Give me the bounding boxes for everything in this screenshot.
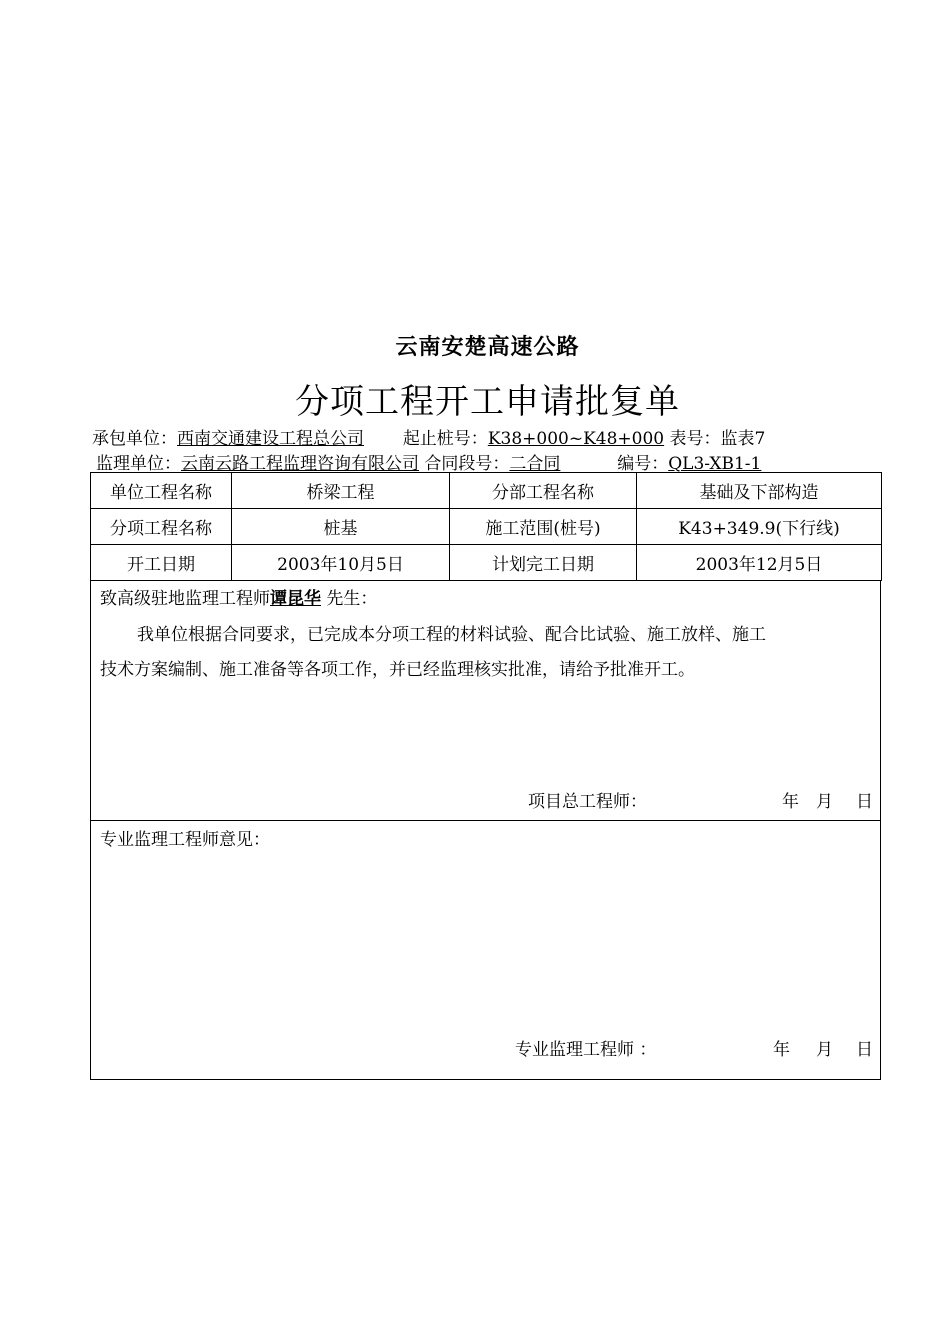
opinion-date-day: 日 <box>856 1040 873 1060</box>
table-cell: 单位工程名称 <box>91 473 232 509</box>
contractor-value: 西南交通建设工程总公司 <box>177 429 364 449</box>
opinion-date-month: 月 <box>816 1040 833 1060</box>
info-table <box>90 472 882 581</box>
opinion-date-year: 年 <box>773 1040 790 1060</box>
table-cell: 计划完工日期 <box>450 545 637 581</box>
salutation <box>100 584 377 609</box>
application-date-day: 日 <box>856 792 873 812</box>
code-label: 编号： <box>617 454 669 474</box>
table-cell: K43+349.9(下行线) <box>637 509 882 545</box>
section-label: 合同段号： <box>424 454 510 474</box>
salutation-suffix: 先生： <box>326 589 378 609</box>
form-title: 分项工程开工申请批复单 <box>295 382 680 422</box>
application-section <box>90 580 881 821</box>
contractor-label: 承包单位： <box>92 429 177 449</box>
salutation-prefix: 致高级驻地监理工程师 <box>100 589 270 609</box>
chief-engineer-label: 项目总工程师： <box>528 792 647 812</box>
application-body-line-2: 技术方案编制、施工准备等各项工作，并已经监理核实批准，请给予批准开工。 <box>100 660 695 680</box>
application-date-month: 月 <box>816 792 833 812</box>
opinion-section <box>90 821 881 1080</box>
table-row <box>91 509 882 545</box>
station-value: K38+000~K48+000 <box>487 429 665 449</box>
application-body-line-1: 我单位根据合同要求，已完成本分项工程的材料试验、配合比试验、施工放样、施工 <box>137 625 766 645</box>
table-cell: 分项工程名称 <box>91 509 232 545</box>
meta-line-1 <box>92 424 765 449</box>
table-cell: 桩基 <box>232 509 450 545</box>
supervising-engineer-label: 专业监理工程师 ： <box>515 1040 657 1060</box>
form-no-label: 表号： <box>669 429 721 449</box>
table-row <box>91 473 882 509</box>
table-cell: 桥梁工程 <box>232 473 450 509</box>
code-value: QL3-XB1-1 <box>668 454 762 474</box>
table-cell: 基础及下部构造 <box>637 473 882 509</box>
table-cell: 2003年12月5日 <box>637 545 882 581</box>
table-cell: 开工日期 <box>91 545 232 581</box>
meta-line-2 <box>96 449 761 474</box>
form-subtitle: 云南安楚高速公路 <box>395 335 580 360</box>
engineer-name: 谭昆华 <box>270 589 321 609</box>
table-row <box>91 545 882 581</box>
table-cell: 2003年10月5日 <box>232 545 450 581</box>
supervisor-label: 监理单位： <box>96 454 181 474</box>
opinion-label: 专业监理工程师意见： <box>100 830 270 850</box>
station-label: 起止桩号： <box>402 429 488 449</box>
form-no-value: 监表7 <box>720 429 766 449</box>
supervisor-value: 云南云路工程监理咨询有限公司 <box>181 454 419 474</box>
application-date-year: 年 <box>782 792 799 812</box>
table-cell: 施工范围(桩号) <box>450 509 637 545</box>
section-value: 二合同 <box>509 454 561 474</box>
table-cell: 分部工程名称 <box>450 473 637 509</box>
